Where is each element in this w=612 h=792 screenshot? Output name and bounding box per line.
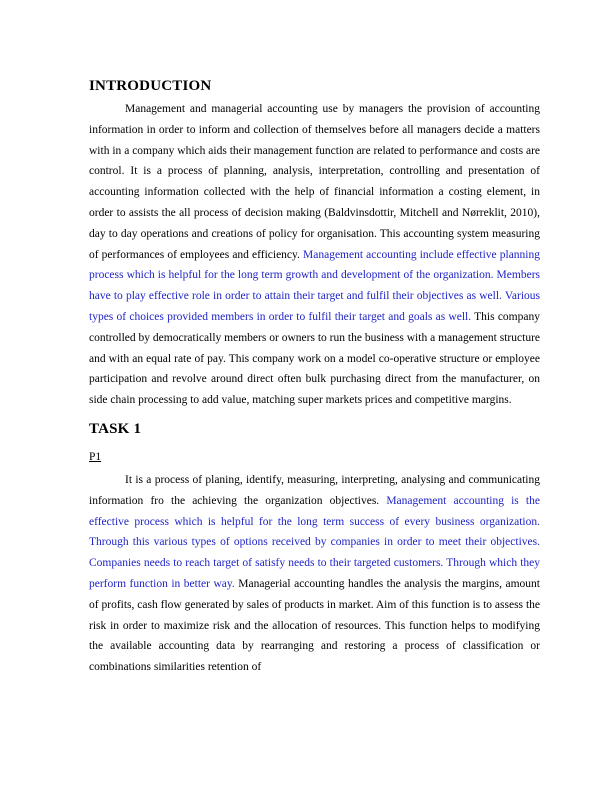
introduction-paragraph xyxy=(89,99,540,411)
p1-subheading: P1 xyxy=(89,450,102,463)
intro-text-part1: Management and managerial accounting use by managers the provision of accounting information in order to inform and collection of themselves before all managers decide a matters with in a company which aids their management function are related to performance and costs are control. It is a process of planning, analysis, interpretation, controlling and presentation of accounting information collected with the help of financial information a costing element, in order to assists the all process of decision making (Baldvinsdottir, Mitchell and Nørreklit, 2010), day to day operations and creations of policy for organisation. This accounting system measuring of performances of employees and efficiency. xyxy=(89,103,540,261)
intro-text-part3: This company controlled by democratically members or owners to run the business with a management structure and with an equal rate of pay. This company work on a model co-operative structure or employee participation and revolve around direct often bulk purchasing direct from the manufacturer, on side chain processing to add value, matching super markets prices and competitive margins. xyxy=(89,310,540,407)
intro-text-highlight: Management accounting include effective planning process which is helpful for the long term growth and development of the organization. Members have to play effective role in order to attain their target and fulfil their objectives as well. Various types of choices provided members in order to fulfil their target and goals as well. xyxy=(89,248,541,323)
p1-text-highlight: Management accounting is the effective process which is helpful for the long term success of every business organization. Through this various types of options received by companies in order to meet their objectives. Companies needs to reach target of satisfy needs to their targeted customers. Through which they perform function in better way. xyxy=(89,494,540,590)
introduction-heading: INTRODUCTION xyxy=(89,78,212,94)
p1-text-part1: It is a process of planing, identify, measuring, interpreting, analysing and communicating information fro the achieving the organization objectives. xyxy=(89,473,540,507)
p1-paragraph xyxy=(89,470,540,678)
task-heading: TASK 1 xyxy=(89,420,142,437)
document-page xyxy=(89,76,540,678)
p1-text-part3: Managerial accounting handles the analysis the margins, amount of profits, cash flow generated by sales of products in market. Aim of this function is to assess the risk in order to maximize risk and the allocation of resources. This function helps to modifying the available accounting data by rearranging and restoring a process of classification or combinations similarities retention of xyxy=(89,577,540,674)
